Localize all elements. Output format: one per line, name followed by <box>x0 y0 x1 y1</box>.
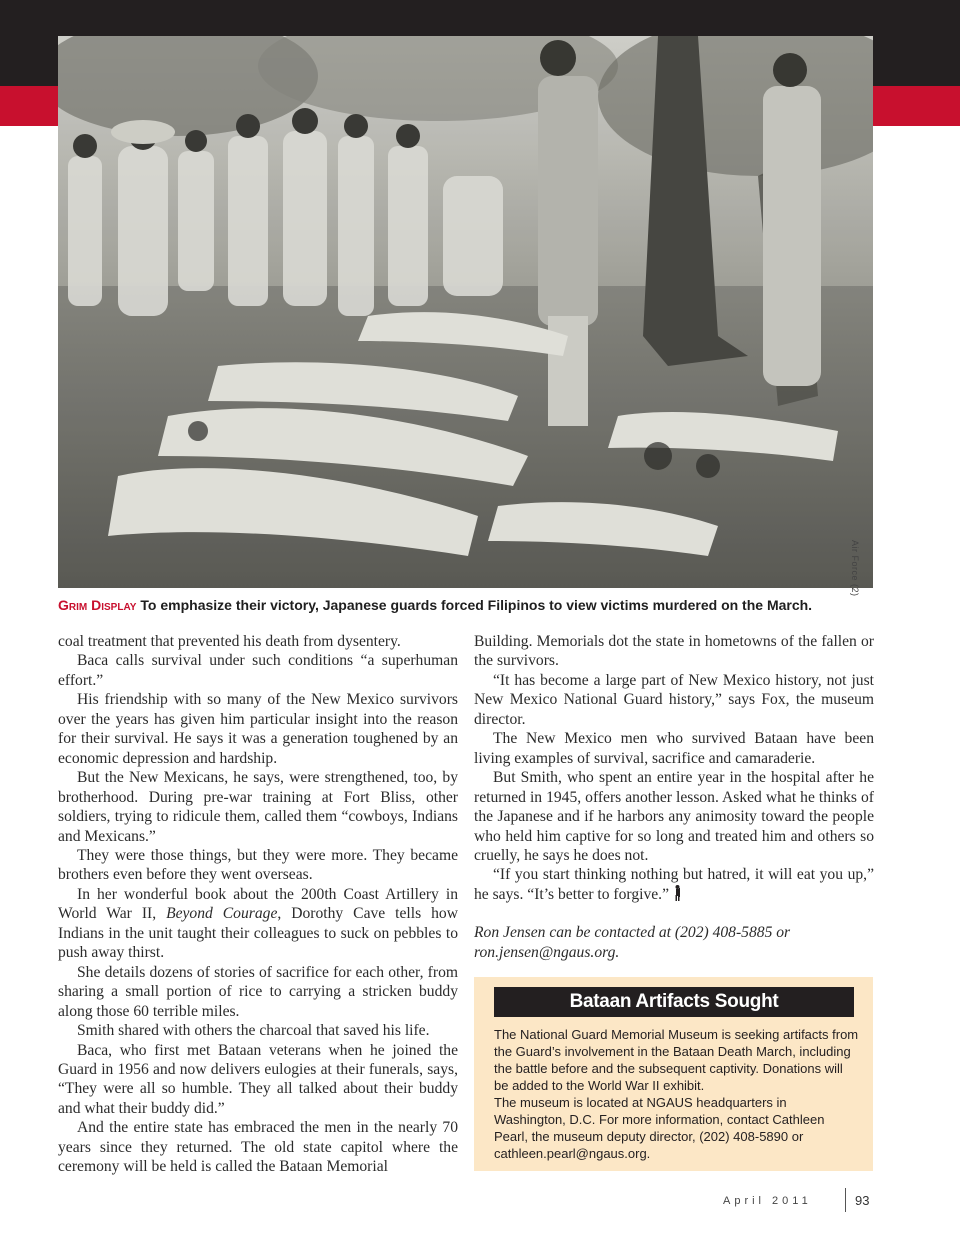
article-column-right <box>474 632 874 962</box>
sidebar-paragraph: The museum is located at NGAUS headquarters in Washington, D.C. For more information, contact Cathleen Pearl, the museum deputy director, (202) 408-5890 or cathleen.pearl@ngaus.org. <box>494 1095 825 1161</box>
paragraph: But the New Mexicans, he says, were strengthened, too, by brotherhood. During pre-war training at Fort Bliss, other soldiers, trying to ridicule them, called them “cowboys, Indians and Mexicans.” <box>58 769 458 845</box>
article-column-left <box>58 632 458 1177</box>
paragraph: “It has become a large part of New Mexico history, not just New Mexico National Guard history,” says Fox, the museum director. <box>474 671 874 728</box>
paragraph: She details dozens of stories of sacrifice for each other, from sharing a small portion of rice to carrying a stricken buddy along those 60 terrible miles. <box>58 963 458 1020</box>
minuteman-end-icon <box>674 885 681 901</box>
sidebar-box <box>474 977 873 1171</box>
paragraph-final <box>474 865 874 904</box>
paragraph: And the entire state has embraced the men in the nearly 70 years since they returned. The old state capitol where the ceremony will be held is called the Bataan Memorial <box>58 1119 458 1176</box>
paragraph: Baca calls survival under such conditions “a superhuman effort.” <box>58 652 458 689</box>
historical-photo <box>58 36 873 588</box>
paragraph: coal treatment that prevented his death from dysentery. <box>58 633 401 650</box>
paragraph: Baca, who first met Bataan veterans when he joined the Guard in 1956 and now delivers eulogies at their funerals, says, “They were all so humble. They all talked about their buddy and what their buddy did.” <box>58 1041 458 1117</box>
photo-credit: Air Force (2) <box>850 540 860 597</box>
paragraph: The New Mexico men who survived Bataan have been living examples of survival, sacrifice and camaraderie. <box>474 730 874 767</box>
paragraph: Smith shared with others the charcoal that saved his life. <box>77 1022 430 1040</box>
sidebar-title: Bataan Artifacts Sought <box>494 987 854 1017</box>
caption-label: Grim Display <box>58 597 137 613</box>
book-text-before: In her wonderful book about the 200th Coast Artillery in World War II, <box>58 885 458 923</box>
footer-issue-date: April 2011 <box>723 1195 812 1207</box>
author-contact: Ron Jensen can be contacted at (202) 408-5885 or ron.jensen@ngaus.org. <box>474 924 791 961</box>
photo-illustration <box>58 36 873 588</box>
book-title: Beyond Courage <box>166 905 278 923</box>
paragraph: They were those things, but they were more. They became brothers even before they went overseas. <box>58 846 458 884</box>
book-text-after: , Dorothy Cave tells how Indians in the unit taught their colleagues to suck on pebbles to push away thirst. <box>58 905 458 962</box>
paragraph: His friendship with so many of the New Mexico survivors over the years has given him particular insight into the reason for their survival. He says it was a generation toughened by an economic depression and hardship. <box>58 691 458 767</box>
paragraph-book <box>58 885 458 963</box>
footer-divider <box>845 1188 846 1212</box>
photo-caption <box>58 597 918 613</box>
page-number: 93 <box>855 1193 870 1208</box>
caption-text: To emphasize their victory, Japanese guards forced Filipinos to view victims murdered on the March. <box>140 597 813 613</box>
sidebar-body <box>494 1026 860 1162</box>
paragraph: But Smith, who spent an entire year in the hospital after he returned in 1945, offers another lesson. Asked what he thinks of the Japanese and if he harbors any animosity toward the people who held him captive for so long and treated him and others so cruelly, he says he does not. <box>474 769 874 864</box>
final-quote: “If you start thinking nothing but hatred, it will eat you up,” he says. “It’s better to forgive.” <box>474 866 874 903</box>
sidebar-paragraph: The National Guard Memorial Museum is seeking artifacts from the Guard’s involvement in the Bataan Death March, including the battle before and the subsequent captivity. Donations will be added to the World War II exhibit. <box>494 1027 859 1093</box>
paragraph: Building. Memorials dot the state in hometowns of the fallen or the survivors. <box>474 633 874 670</box>
